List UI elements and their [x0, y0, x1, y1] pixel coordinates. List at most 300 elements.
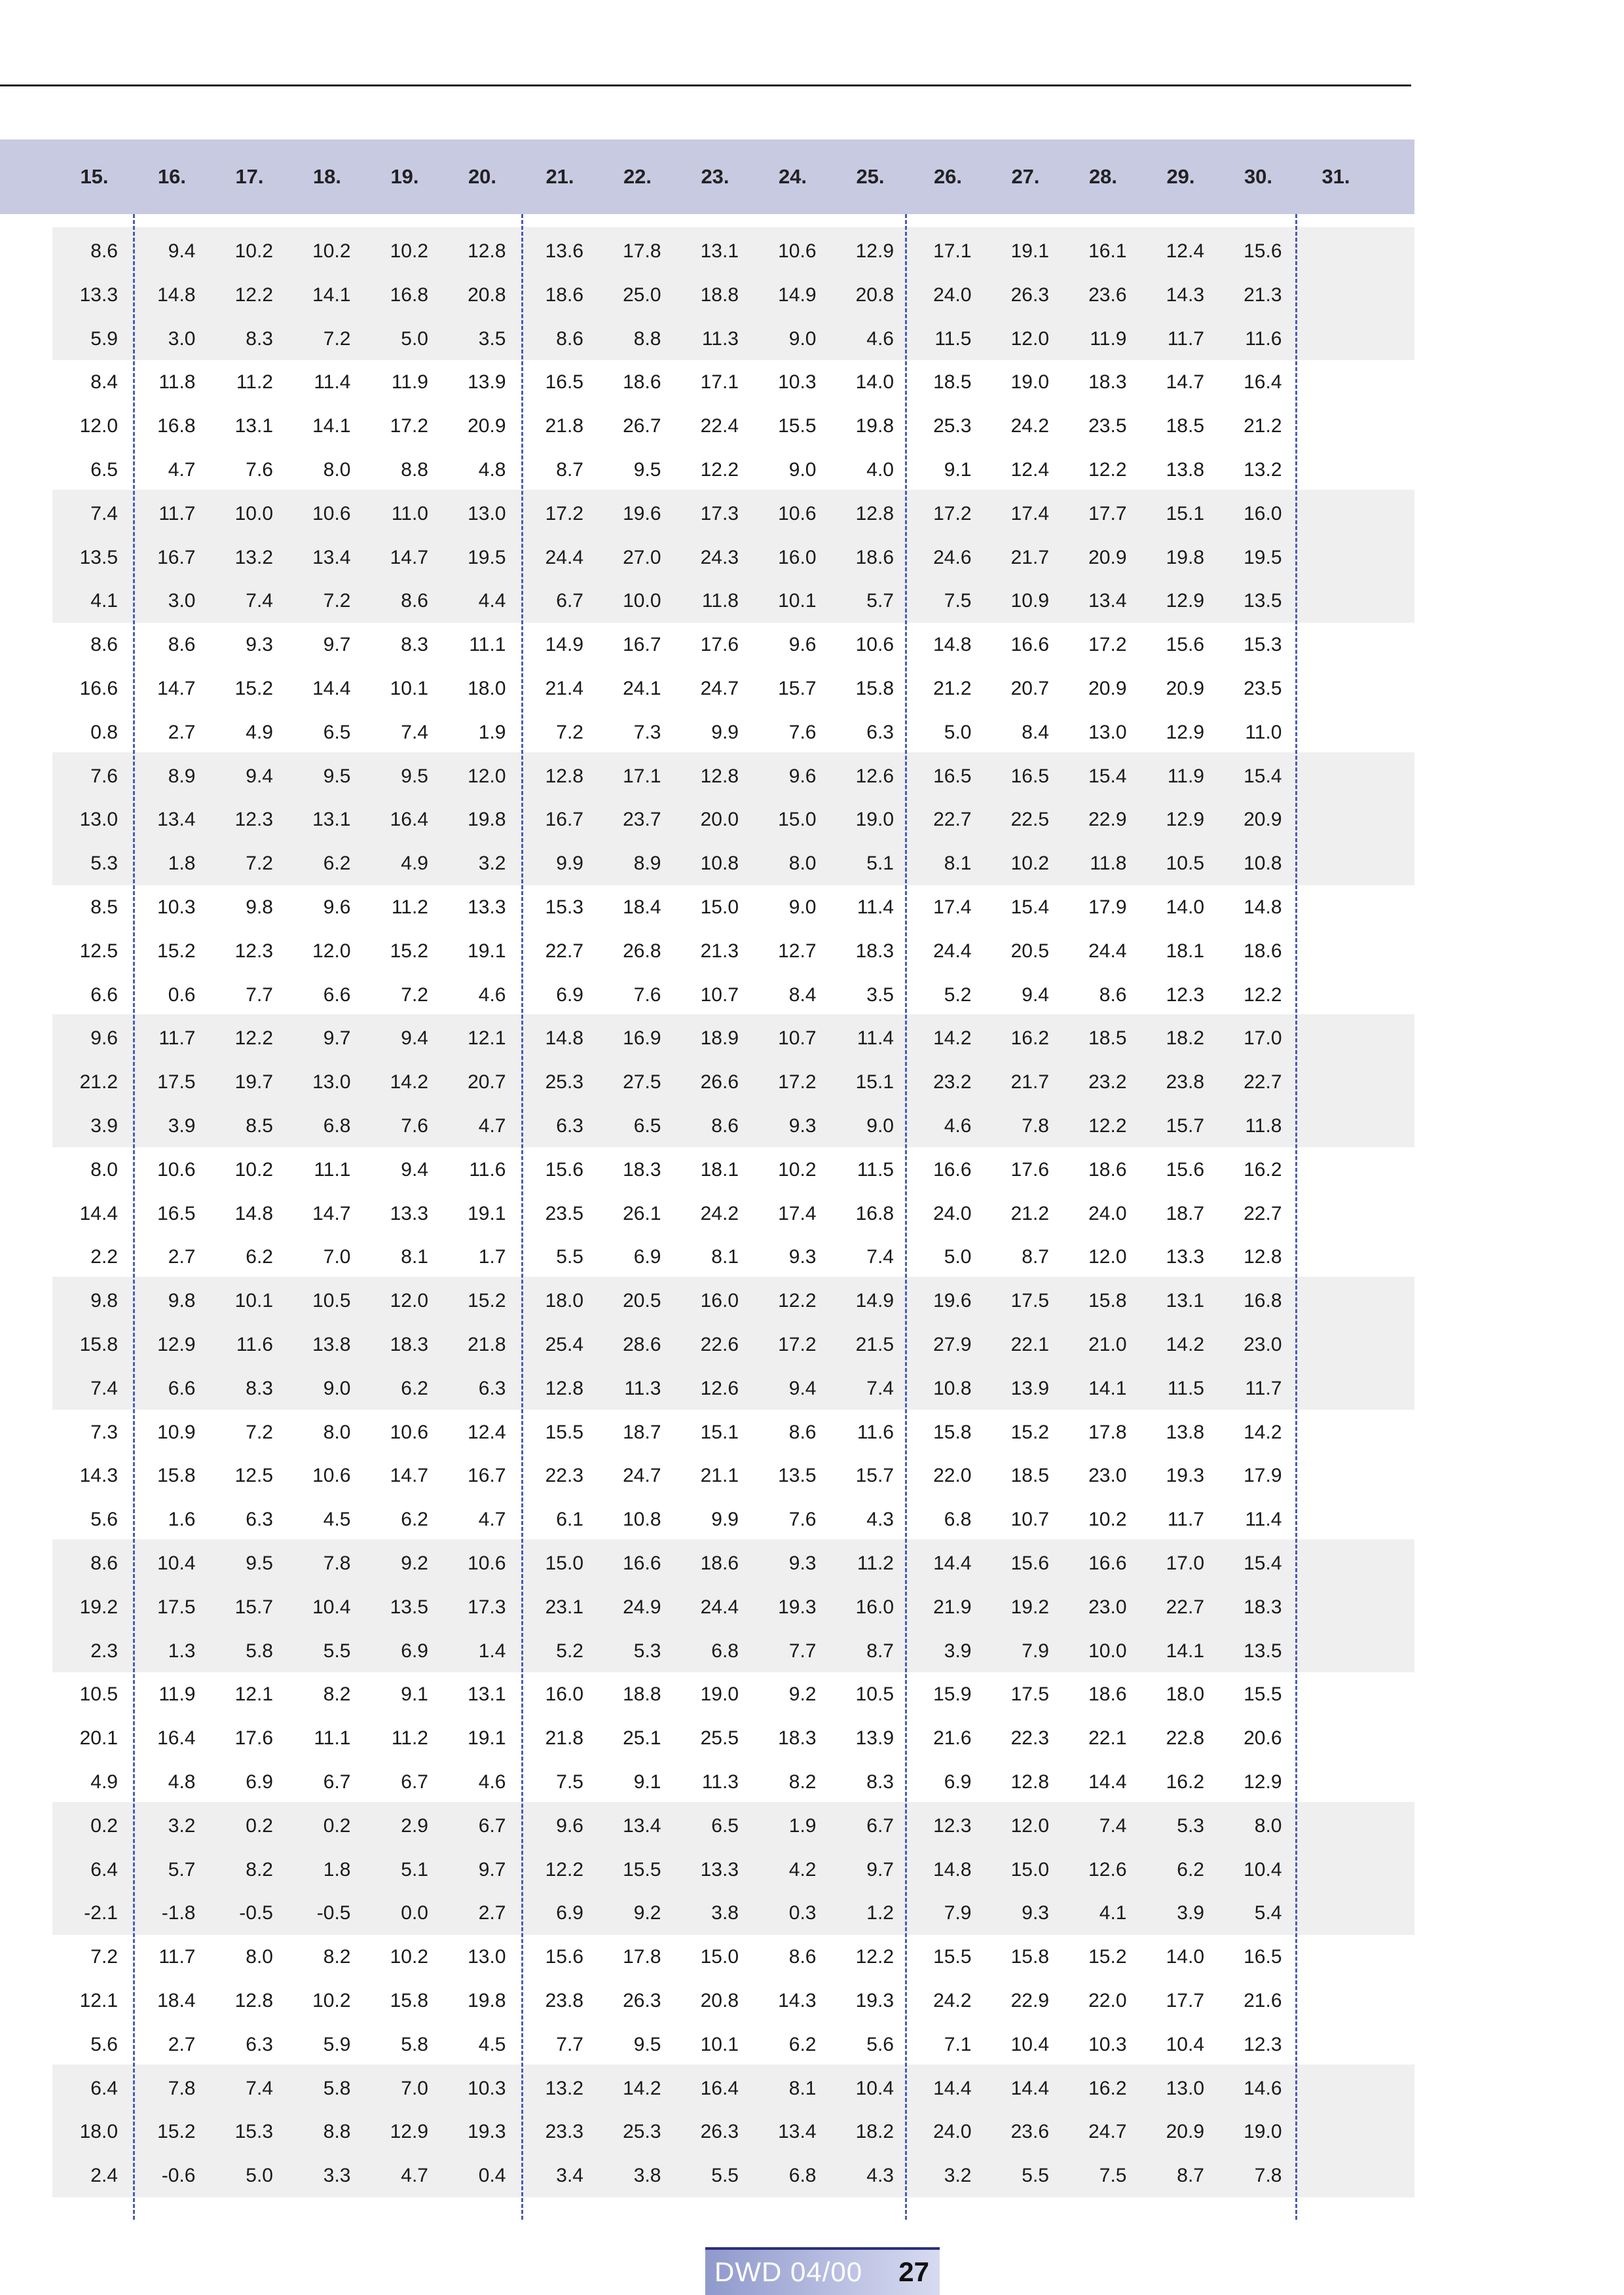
table-cell: 9.4	[1022, 983, 1049, 1006]
table-cell: 17.3	[700, 502, 739, 524]
table-cell: 18.6	[545, 284, 583, 306]
table-cell: 14.0	[1166, 1946, 1204, 1968]
table-cell: 22.9	[1088, 809, 1127, 831]
table-cell: 2.3	[90, 1640, 118, 1662]
table-cell: 5.7	[168, 1858, 196, 1881]
table-cell: 18.2	[855, 2121, 894, 2143]
table-cell: 13.1	[1166, 1290, 1204, 1312]
table-cell: 11.1	[314, 1158, 351, 1181]
table-cell: 11.3	[701, 1771, 739, 1793]
table-cell: 12.5	[79, 940, 118, 962]
table-cell: 24.1	[623, 678, 661, 699]
table-cell: 12.6	[1088, 1858, 1127, 1881]
table-cell: 8.2	[788, 1771, 817, 1793]
table-cell: 3.9	[944, 1640, 972, 1662]
table-cell: 16.0	[855, 1596, 894, 1618]
table-cell: 4.6	[866, 327, 894, 350]
table-cell: 9.4	[168, 240, 196, 262]
table-cell: 14.3	[778, 1990, 817, 2011]
table-cell: 8.2	[246, 1858, 273, 1881]
table-cell: 4.6	[478, 1771, 506, 1793]
table-cell: 7.4	[401, 721, 428, 743]
day-header: 17.	[235, 165, 264, 188]
table-cell: 23.5	[1244, 678, 1282, 699]
table-cell: 4.9	[401, 853, 428, 875]
table-cell: 16.4	[157, 1727, 196, 1750]
table-cell: 15.6	[1244, 240, 1282, 262]
day-header: 28.	[1088, 165, 1118, 188]
table-cell: 8.1	[711, 1246, 739, 1268]
table-cell: 11.9	[158, 1683, 196, 1706]
table-cell: 19.3	[1166, 1465, 1204, 1487]
table-cell: 14.8	[933, 634, 972, 656]
table-cell: 21.4	[545, 678, 583, 699]
table-cell: 12.8	[545, 1377, 583, 1399]
table-cell: 8.6	[401, 590, 428, 612]
table-cell: 11.0	[391, 502, 428, 524]
table-cell: 17.2	[545, 502, 583, 524]
table-cell: 15.5	[1244, 1683, 1282, 1706]
table-cell: 21.6	[1244, 1990, 1282, 2011]
table-cell: 4.7	[478, 1509, 506, 1531]
table-cell: 8.1	[788, 2077, 817, 2099]
table-cell: 17.6	[1010, 1158, 1049, 1181]
table-cell: 7.2	[401, 983, 428, 1006]
table-cell: 8.3	[401, 634, 428, 656]
table-cell: 6.6	[168, 1377, 196, 1399]
table-cell: 10.0	[234, 502, 273, 524]
table-cell: 13.2	[545, 2077, 583, 2099]
table-cell: 7.5	[1099, 2165, 1127, 2187]
table-cell: 8.7	[1022, 1246, 1049, 1268]
table-cell: 21.7	[1010, 1071, 1049, 1093]
table-cell: 2.7	[168, 1246, 196, 1268]
table-cell: 8.7	[1177, 2165, 1204, 2187]
table-cell: 21.7	[1010, 546, 1049, 568]
table-cell: 11.6	[857, 1421, 894, 1443]
table-cell: 12.2	[1244, 983, 1282, 1006]
table-cell: 18.7	[623, 1421, 661, 1443]
table-cell: 0.6	[168, 983, 196, 1006]
table-cell: 7.3	[90, 1421, 118, 1443]
table-cell: 13.0	[1088, 721, 1127, 743]
table-cell: 1.2	[866, 1902, 894, 1924]
table-cell: 16.4	[1244, 371, 1282, 394]
table-cell: 24.7	[623, 1465, 661, 1487]
table-cell: 7.2	[246, 853, 273, 875]
table-cell: 9.3	[1022, 1902, 1049, 1924]
table-cell: 14.1	[1088, 1377, 1127, 1399]
table-cell: 6.4	[90, 1858, 118, 1881]
table-cell: 8.8	[323, 2121, 351, 2143]
table-cell: 13.5	[79, 546, 118, 568]
table-cell: 5.3	[633, 1640, 661, 1662]
table-cell: 10.4	[312, 1596, 351, 1618]
table-cell: 14.2	[623, 2077, 661, 2099]
table-cell: 13.1	[234, 415, 273, 437]
table-cell: 11.6	[236, 1334, 273, 1355]
table-cell: 9.6	[788, 634, 817, 656]
table-cell: 0.0	[401, 1902, 428, 1924]
table-cell: 8.5	[90, 896, 118, 918]
table-cell: 3.5	[478, 327, 506, 350]
footer-label: DWD 04/00	[714, 2256, 863, 2287]
table-cell: 11.9	[391, 371, 428, 394]
table-cell: 15.3	[1244, 634, 1282, 656]
table-cell: 9.8	[90, 1290, 118, 1312]
table-cell: 18.5	[933, 371, 972, 394]
table-cell: 4.0	[866, 459, 894, 481]
table-cell: 9.0	[788, 459, 817, 481]
table-cell: 15.8	[933, 1421, 972, 1443]
table-cell: 21.3	[1244, 284, 1282, 306]
table-cell: 15.2	[390, 940, 428, 962]
table-cell: 23.7	[623, 809, 661, 831]
table-cell: 12.0	[468, 765, 506, 787]
table-cell: 19.5	[1244, 546, 1282, 568]
table-cell: 13.8	[1166, 459, 1204, 481]
table-cell: 10.0	[1088, 1640, 1127, 1662]
table-cell: 14.0	[1166, 896, 1204, 918]
table-cell: 20.8	[700, 1990, 739, 2011]
table-cell: 11.7	[158, 1027, 196, 1050]
table-cell: 13.3	[390, 1202, 428, 1224]
table-cell: 16.0	[545, 1683, 583, 1706]
table-cell: 7.3	[633, 721, 661, 743]
table-cell: 18.6	[700, 1552, 739, 1574]
table-cell: 23.8	[1166, 1071, 1204, 1093]
table-cell: 6.3	[556, 1115, 583, 1137]
table-cell: 9.3	[788, 1115, 817, 1137]
table-cell: 25.1	[623, 1727, 661, 1750]
table-cell: 19.6	[623, 502, 661, 524]
table-cell: 22.7	[1166, 1596, 1204, 1618]
table-cell: 15.8	[1088, 1290, 1127, 1312]
table-cell: 21.9	[933, 1596, 972, 1618]
table-cell: 22.7	[1244, 1202, 1282, 1224]
table-cell: 6.6	[323, 983, 351, 1006]
table-cell: 12.1	[79, 1990, 118, 2011]
table-cell: 7.4	[866, 1246, 894, 1268]
table-cell: 7.5	[944, 590, 972, 612]
table-cell: 16.5	[933, 765, 972, 787]
table-cell: 11.5	[857, 1158, 894, 1181]
table-cell: 24.2	[933, 1990, 972, 2011]
table-cell: 23.0	[1088, 1465, 1127, 1487]
table-cell: 16.0	[1244, 502, 1282, 524]
table-cell: 26.3	[1010, 284, 1049, 306]
table-cell: 18.5	[1088, 1027, 1127, 1050]
day-header: 24.	[778, 165, 807, 188]
table-cell: 17.2	[933, 502, 972, 524]
day-header: 27.	[1011, 165, 1040, 188]
table-cell: 7.8	[1022, 1115, 1049, 1137]
table-cell: 5.5	[1022, 2165, 1049, 2187]
table-cell: 5.0	[246, 2165, 273, 2187]
table-cell: 8.6	[556, 327, 583, 350]
table-cell: 17.8	[623, 240, 661, 262]
table-cell: 14.9	[855, 1290, 894, 1312]
table-cell: 18.3	[623, 1158, 661, 1181]
table-cell: 9.9	[711, 1509, 739, 1531]
table-cell: 14.9	[778, 284, 817, 306]
day-header: 21.	[545, 165, 574, 188]
table-cell: 9.5	[401, 765, 428, 787]
table-cell: 5.2	[944, 983, 972, 1006]
table-cell: 12.0	[1010, 1814, 1049, 1837]
table-cell: 11.2	[391, 896, 428, 918]
table-cell: 10.2	[778, 1158, 817, 1181]
table-cell: 19.3	[855, 1990, 894, 2011]
table-cell: 15.5	[623, 1858, 661, 1881]
table-cell: 14.7	[157, 678, 196, 699]
table-cell: 18.6	[1088, 1683, 1127, 1706]
table-cell: 11.7	[158, 1946, 196, 1968]
table-cell: 10.9	[157, 1421, 196, 1443]
table-cell: 14.1	[312, 284, 351, 306]
table-cell: 25.3	[623, 2121, 661, 2143]
table-cell: 11.5	[1167, 1377, 1204, 1399]
table-cell: 18.9	[700, 1027, 739, 1050]
table-cell: 8.1	[401, 1246, 428, 1268]
table-cell: 14.0	[855, 371, 894, 394]
table-cell: 19.0	[1010, 371, 1049, 394]
table-cell: 6.9	[944, 1771, 972, 1793]
table-cell: 17.4	[1010, 502, 1049, 524]
table-cell: 5.0	[944, 1246, 972, 1268]
table-cell: 24.0	[933, 284, 972, 306]
table-cell: 13.0	[468, 502, 506, 524]
table-cell: 4.1	[1099, 1902, 1127, 1924]
table-cell: 14.3	[1166, 284, 1204, 306]
table-cell: 26.6	[700, 1071, 739, 1093]
table-cell: 15.6	[1166, 634, 1204, 656]
table-cell: 13.0	[79, 809, 118, 831]
table-cell: 4.8	[168, 1771, 196, 1793]
table-cell: 19.3	[468, 2121, 506, 2143]
table-cell: 12.9	[390, 2121, 428, 2143]
table-cell: 10.2	[1088, 1509, 1127, 1531]
day-header: 18.	[312, 165, 342, 188]
table-cell: 12.8	[234, 1990, 273, 2011]
table-cell: 9.0	[788, 327, 817, 350]
table-cell: 7.4	[90, 1377, 118, 1399]
table-cell: 6.9	[633, 1246, 661, 1268]
table-cell: 18.3	[855, 940, 894, 962]
table-cell: 10.3	[468, 2077, 506, 2099]
table-cell: 21.2	[79, 1071, 118, 1093]
table-cell: 12.2	[1088, 459, 1127, 481]
table-cell: 16.5	[1244, 1946, 1282, 1968]
table-cell: 5.1	[401, 1858, 428, 1881]
top-rule	[0, 84, 1411, 86]
table-cell: 17.4	[933, 896, 972, 918]
table-cell: 19.1	[468, 1202, 506, 1224]
table-cell: 10.8	[623, 1509, 661, 1531]
table-cell: 9.8	[246, 896, 273, 918]
table-cell: 16.7	[545, 809, 583, 831]
table-cell: 12.0	[1010, 327, 1049, 350]
table-cell: 7.4	[246, 590, 273, 612]
table-cell: 11.2	[236, 371, 273, 394]
table-cell: 8.1	[944, 853, 972, 875]
table-cell: 11.1	[469, 634, 506, 656]
table-cell: 10.9	[1010, 590, 1049, 612]
table-cell: 12.8	[468, 240, 506, 262]
table-cell: 18.4	[623, 896, 661, 918]
table-cell: 16.6	[1088, 1552, 1127, 1574]
table-cell: 17.2	[1088, 634, 1127, 656]
table-cell: 18.0	[468, 678, 506, 699]
table-cell: 15.6	[1166, 1158, 1204, 1181]
table-cell: 4.7	[478, 1115, 506, 1137]
table-cell: 12.8	[545, 765, 583, 787]
table-cell: 12.9	[1166, 721, 1204, 743]
table-cell: 4.8	[478, 459, 506, 481]
table-cell: 9.4	[401, 1027, 428, 1050]
table-cell: 0.2	[90, 1814, 118, 1837]
table-cell: 6.7	[323, 1771, 351, 1793]
table-cell: 25.5	[700, 1727, 739, 1750]
table-cell: 26.8	[623, 940, 661, 962]
table-cell: 9.9	[556, 853, 583, 875]
table-cell: 23.0	[1088, 1596, 1127, 1618]
day-header: 22.	[623, 165, 652, 188]
table-cell: 5.9	[90, 327, 118, 350]
table-cell: 0.2	[323, 1814, 351, 1837]
table-cell: 25.3	[545, 1071, 583, 1093]
table-cell: 7.4	[90, 502, 118, 524]
table-cell: 1.9	[478, 721, 506, 743]
table-cell: 11.2	[391, 1727, 428, 1750]
table-cell: 15.1	[700, 1421, 739, 1443]
table-cell: 6.8	[711, 1640, 739, 1662]
table-cell: 5.5	[323, 1640, 351, 1662]
table-cell: 16.7	[468, 1465, 506, 1487]
table-cell: 7.1	[944, 2033, 972, 2055]
table-cell: 17.1	[623, 765, 661, 787]
table-cell: 24.2	[700, 1202, 739, 1224]
table-cell: 10.7	[778, 1027, 817, 1050]
table-cell: 9.1	[944, 459, 972, 481]
table-cell: 16.8	[855, 1202, 894, 1224]
table-cell: 7.6	[401, 1115, 428, 1137]
day-header: 15.	[80, 165, 109, 188]
table-cell: 7.8	[168, 2077, 196, 2099]
table-cell: 1.8	[168, 853, 196, 875]
table-cell: 21.2	[1010, 1202, 1049, 1224]
table-cell: -0.5	[239, 1902, 273, 1924]
table-cell: 12.4	[468, 1421, 506, 1443]
table-cell: 18.3	[390, 1334, 428, 1355]
table-cell: 3.8	[711, 1902, 739, 1924]
table-cell: 10.6	[778, 240, 817, 262]
table-cell: 4.3	[866, 2165, 894, 2187]
table-cell: 3.9	[168, 1115, 196, 1137]
table-cell: 1.3	[168, 1640, 196, 1662]
table-cell: 25.4	[545, 1334, 583, 1355]
table-cell: 14.8	[157, 284, 196, 306]
table-cell: 16.5	[157, 1202, 196, 1224]
table-cell: 16.8	[157, 415, 196, 437]
table-cell: 10.4	[157, 1552, 196, 1574]
table-cell: 13.0	[1166, 2077, 1204, 2099]
table-cell: 20.9	[1166, 2121, 1204, 2143]
table-cell: 10.2	[234, 1158, 273, 1181]
table-cell: 17.9	[1244, 1465, 1282, 1487]
table-cell: 3.2	[944, 2165, 972, 2187]
table-cell: 27.9	[933, 1334, 972, 1355]
table-cell: 10.8	[1244, 853, 1282, 875]
table-cell: 24.4	[933, 940, 972, 962]
table-cell: 26.1	[623, 1202, 661, 1224]
table-cell: 21.0	[1088, 1334, 1127, 1355]
table-cell: 15.5	[545, 1421, 583, 1443]
table-cell: 4.2	[788, 1858, 817, 1881]
table-cell: 18.1	[700, 1158, 739, 1181]
table-cell: 13.2	[1244, 459, 1282, 481]
table-cell: 26.7	[623, 415, 661, 437]
table-cell: 22.7	[933, 809, 972, 831]
table-cell: 14.8	[933, 1858, 972, 1881]
table-cell: 5.8	[401, 2033, 428, 2055]
table-cell: 6.7	[866, 1814, 894, 1837]
table-cell: 15.7	[234, 1596, 273, 1618]
table-cell: 7.4	[246, 2077, 273, 2099]
table-cell: 18.8	[700, 284, 739, 306]
table-cell: 10.4	[1010, 2033, 1049, 2055]
table-cell: 15.1	[855, 1071, 894, 1093]
table-cell: 10.8	[700, 853, 739, 875]
table-cell: 10.1	[700, 2033, 739, 2055]
table-cell: 2.2	[90, 1246, 118, 1268]
table-cell: 8.7	[866, 1640, 894, 1662]
table-cell: 20.7	[1010, 678, 1049, 699]
table-cell: 1.6	[168, 1509, 196, 1531]
table-cell: 22.3	[545, 1465, 583, 1487]
table-cell: 16.1	[1088, 240, 1127, 262]
table-cell: 23.1	[545, 1596, 583, 1618]
table-cell: 10.6	[855, 634, 894, 656]
table-cell: 7.2	[323, 327, 351, 350]
table-cell: 9.6	[788, 765, 817, 787]
table-cell: 22.0	[933, 1465, 972, 1487]
table-cell: 20.7	[468, 1071, 506, 1093]
table-cell: 13.5	[778, 1465, 817, 1487]
table-cell: 24.7	[1088, 2121, 1127, 2143]
table-cell: 20.9	[1088, 678, 1127, 699]
table-cell: 15.8	[79, 1334, 118, 1355]
table-cell: 18.7	[1166, 1202, 1204, 1224]
table-cell: 15.2	[1010, 1421, 1049, 1443]
table-cell: 9.7	[323, 634, 351, 656]
table-cell: 18.4	[157, 1990, 196, 2011]
table-cell: 20.6	[1244, 1727, 1282, 1750]
table-cell: 24.0	[933, 2121, 972, 2143]
table-cell: 4.5	[323, 1509, 351, 1531]
table-cell: 5.0	[401, 327, 428, 350]
table-cell: 24.2	[1010, 415, 1049, 437]
table-cell: 12.9	[1166, 809, 1204, 831]
table-cell: 24.3	[700, 546, 739, 568]
table-cell: 15.2	[234, 678, 273, 699]
table-cell: -1.8	[161, 1902, 196, 1924]
table-cell: 19.3	[778, 1596, 817, 1618]
table-cell: 10.6	[468, 1552, 506, 1574]
table-cell: 20.9	[1088, 546, 1127, 568]
table-cell: 14.3	[79, 1465, 118, 1487]
table-cell: 18.6	[1244, 940, 1282, 962]
